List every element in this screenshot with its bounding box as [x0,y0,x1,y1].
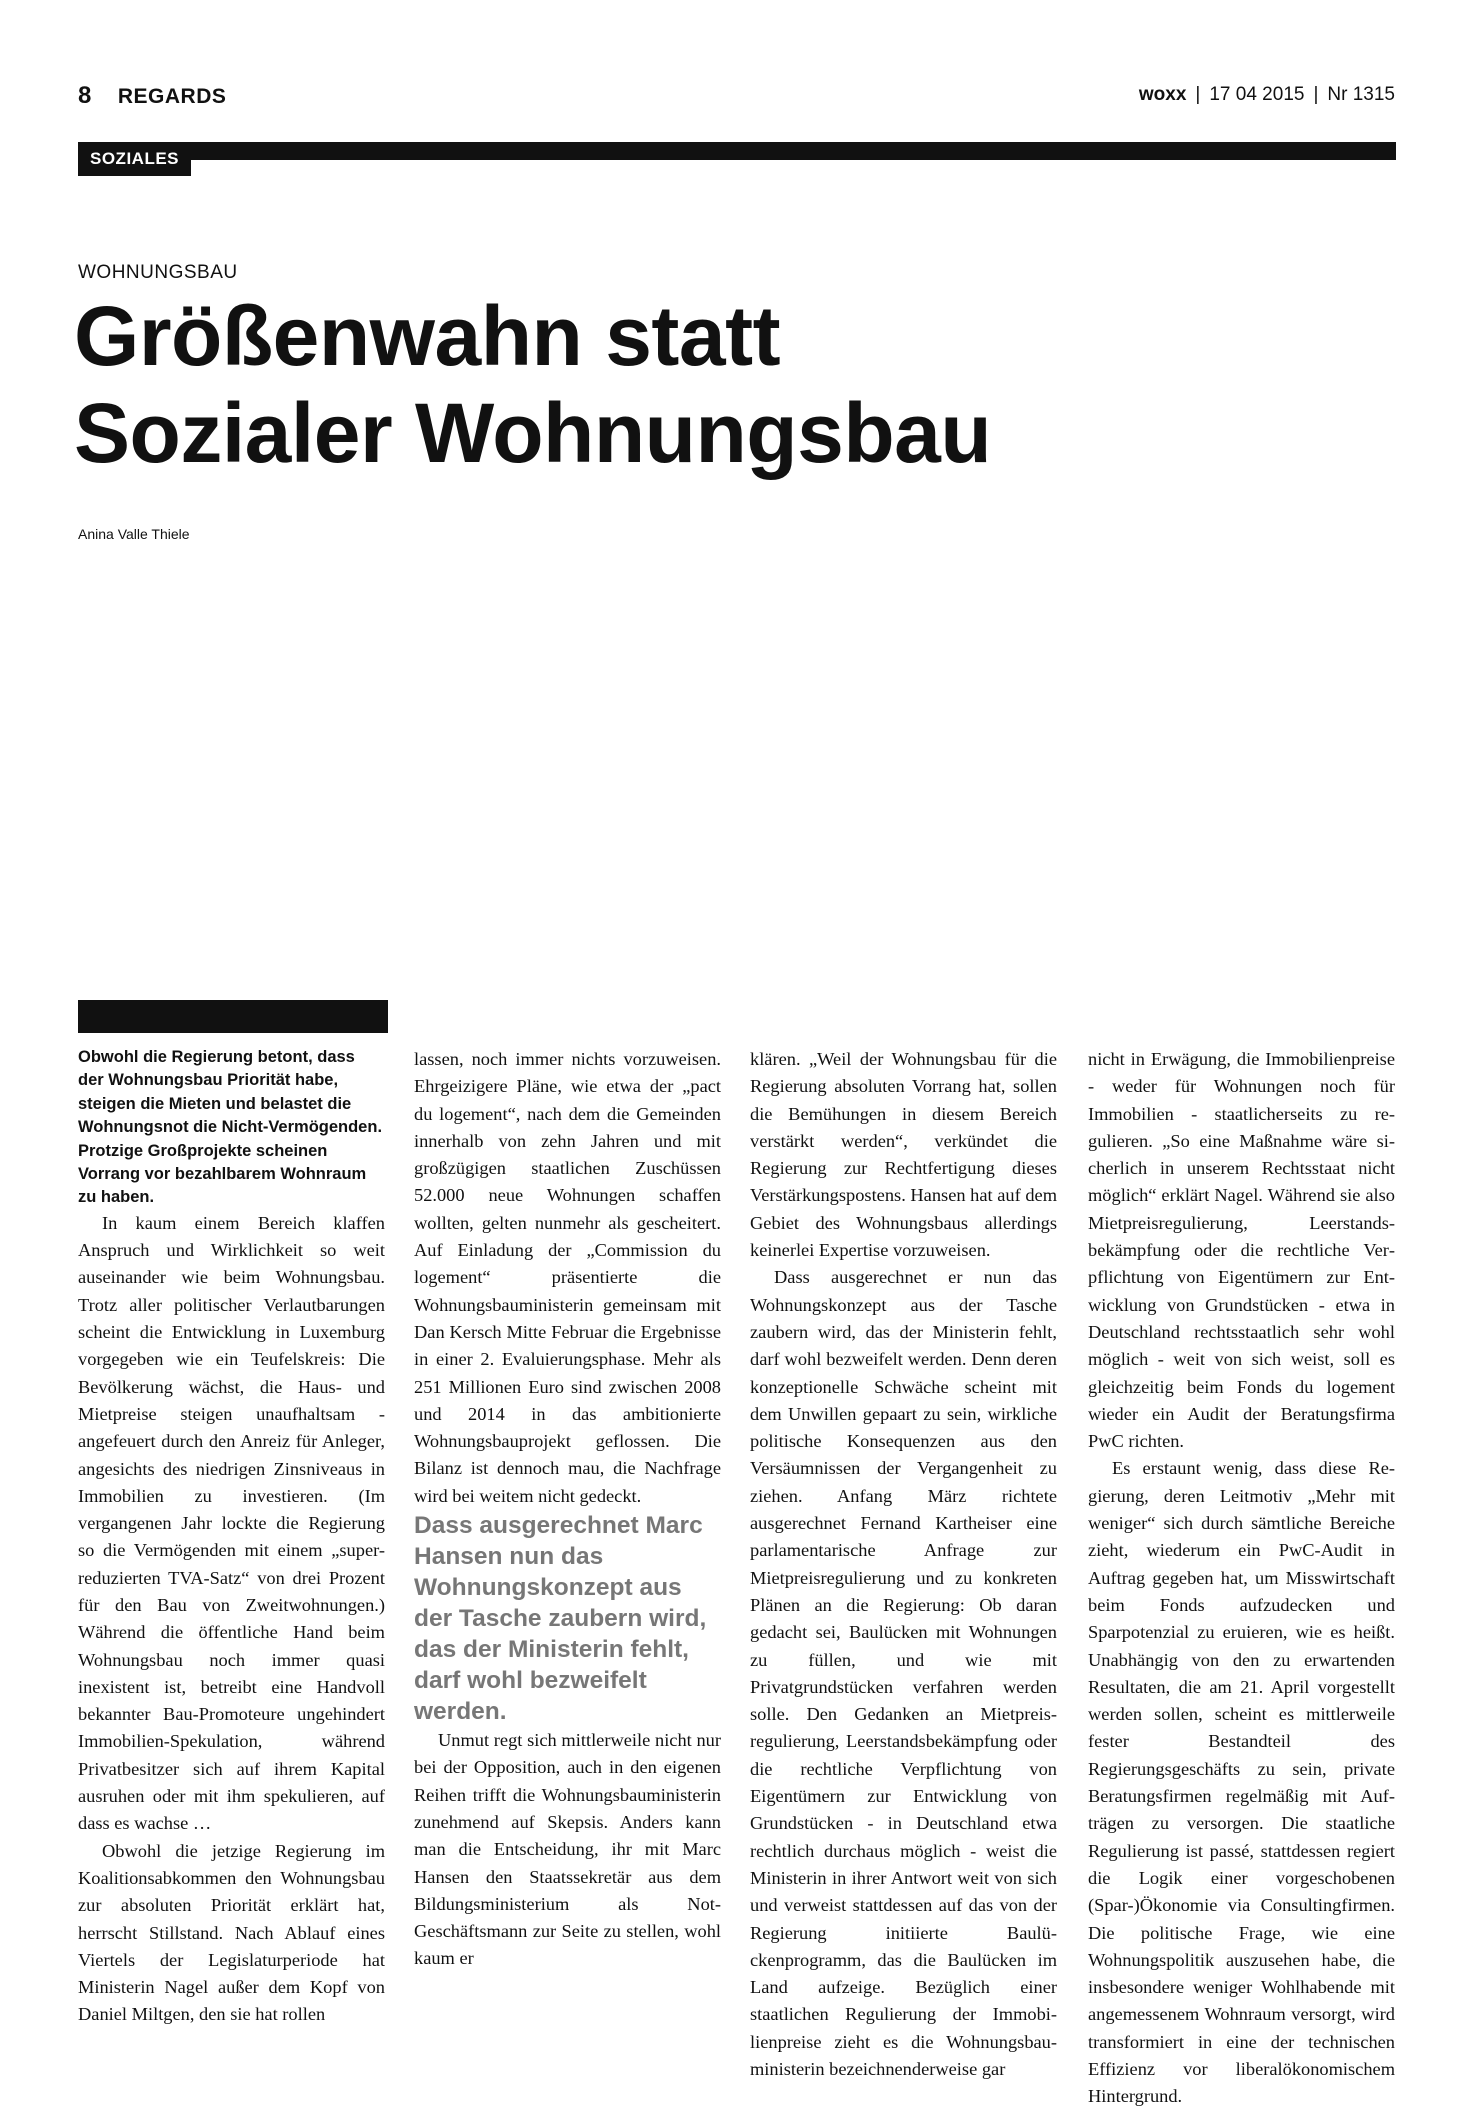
text-column-1 [78,1046,385,2029]
body-paragraph: Es erstaunt wenig, dass diese Regierung, deren Leitmotiv „Mehr mit weniger“ sich durch sämtliche Bereiche zieht, wiederum ein PwC-Audit in Auftrag gegeben hat, um Misswirtschaft beim Fonds aufzudecken und Sparpotenzial zu eruieren, wie es heißt. Unabhängig von den zu erwartenden Resultaten, die am 21. April vorgestellt werden sollen, scheint es mittlerweile fester Bestandteil des Regierungsgeschäfts zu sein, private Beratungsfirmen regelmäßig mit Aufträgen zu versorgen. Die staatliche Regulierung ist passé, stattdessen regiert die Logik einer vorgeschobenen (Spar-)Ökonomie via Consultingfirmen. Die politische Frage, wie eine Wohnungspolitik auszusehen habe, die insbesondere weniger Wohlhabende mit angemessenem Wohnraum versorgt, wird transformiert in eine der technischen Effizienz vor liberalökonomischem Hintergrund. [1088,1458,1395,2107]
header-separator: | [1313,84,1319,105]
text-column-2 [414,1046,721,1973]
kicker: WOHNUNGSBAU [78,262,238,283]
body-paragraph: Obwohl die jetzige Regierung im Koalitionsabkommen den Wohnungsbau zur absoluten Priorität erklärt hat, herrscht Stillstand. Nach Ablauf eines Viertels der Legislaturperiode hat Ministerin Nagel außer dem Kopf von Daniel Miltgen, den sie hat rollen [78,1840,385,2025]
text-column-3 [750,1046,1057,2083]
author-byline: Anina Valle Thiele [78,526,190,542]
header-rule [78,142,1396,160]
headline-line-1: Größenwahn statt [74,289,781,383]
rubric-tag: SOZIALES [78,142,191,176]
body-paragraph: nicht in Erwägung, die Immobilienpreise - weder für Wohnungen noch für Immobilien - staatlicherseits zu regulieren. „So eine Maßnahme wäre sicherlich in unserem Rechtsstaat nicht möglich“ erklärt Nagel. Während sie also Mietpreisregulierung, Leerstandsbekämpfung oder die rechtliche Verpflichtung von Eigentümern zur Entwicklung von Grundstücken - etwa in Deutschland rechtsstaatlich sehr wohl möglich - weit von sich weist, soll es gleichzeitig beim Fonds du logement wieder ein Audit der Beratungsfirma PwC richten. [1088,1049,1395,1452]
body-paragraph: lassen, noch immer nichts vorzuweisen. Ehrgeizigere Pläne, wie etwa der „pact du logement“, nach dem die Gemeinden innerhalb von zehn Jahren und mit großzügigen staatlichen Zuschüssen 52.000 neue Wohnungen schaffen wollten, gelten nunmehr als gescheitert. Auf Einladung der „Commission du logement“ präsentierte die Wohnungsbauministerin gemeinsam mit Dan Kersch Mitte Februar die Ergebnisse in einer 2. Evaluierungsphase. Mehr als 251 Millionen Euro sind zwischen 2008 und 2014 in das ambitionierte Wohnungsbauprojekt geflossen. Die Bilanz ist dennoch mau, die Nachfrage wird bei weitem nicht gedeckt. [414,1049,721,1506]
page-number: 8 [78,82,92,109]
headline-line-2: Sozialer Wohnungsbau [74,386,992,480]
lead-paragraph: Obwohl die Regierung betont, dass der Wohnungsbau Priorität habe, steigen die Mieten und belastet die Wohnungsnot die Nicht-Vermögenden. Protzige Großprojekte scheinen Vorrang vor bezahlbarem Wohnraum zu haben. [78,1048,383,1207]
lead-marker-bar [78,1000,388,1033]
issue-date: 17 04 2015 [1209,84,1305,105]
page-header-left [78,82,226,110]
page-header-right [1139,84,1395,106]
header-separator: | [1195,84,1201,105]
body-paragraph: klären. „Weil der Wohnungsbau für die Regierung absoluten Vorrang hat, sollen die Bemühungen in diesem Bereich verstärkt werden“, verkündet die Regierung zur Rechtfertigung dieses Verstärkungspostens. Hansen hat auf dem Gebiet des Wohnungsbaus allerdings keinerlei Expertise vorzuweisen. [750,1049,1057,1261]
body-paragraph: In kaum einem Bereich klaffen Anspruch und Wirklichkeit so weit auseinander wie beim Wohnungsbau. Trotz aller politischer Verlautbarungen scheint die Entwicklung in Luxemburg vorgegeben wie ein Teufelskreis: Die Bevölkerung wächst, die Haus- und Mietpreise steigen unaufhaltsam - angefeuert durch den Anreiz für Anleger, angesichts des niedrigen Zinsniveaus in Immobilien zu investieren. (Im vergangenen Jahr lockte die Regierung so die Vermögenden mit einem „super-reduzierten TVA-Satz“ von drei Prozent für den Bau von Zweitwohnungen.) Während die öffentliche Hand beim Wohnungsbau noch immer quasi inexistent ist, betreibt eine Handvoll bekannter Bau-Promoteure ungehindert Immobilien-Spekulation, während Privatbesitzer sich auf ihrem Kapital ausruhen oder mit ihm spekulieren, auf dass es wachse … [78,1212,385,1834]
section-name: REGARDS [117,85,227,108]
issue-number: Nr 1315 [1327,84,1395,105]
headline [74,288,1374,482]
pull-quote: Dass ausgerechnet Marc Hansen nun das Wohnungskonzept aus der Tasche zaubern wird, das der Ministerin fehlt, darf wohl bezweifelt werden. [414,1512,707,1726]
publication-name: woxx [1138,84,1187,105]
text-column-4 [1088,1046,1395,2111]
body-paragraph: Unmut regt sich mittlerweile nicht nur bei der Opposition, auch in den eigenen Reihen trifft die Wohnungsbauministerin zunehmend auf Skepsis. Anders kann man die Entscheidung, ihr mit Marc Hansen den Staatssekretär aus dem Bildungsministerium als Not-Geschäftsmann zur Seite zu stellen, wohl kaum er [414,1730,721,1969]
body-paragraph: Dass ausgerechnet er nun das Wohnungskonzept aus der Tasche zaubern wird, das der Ministerin fehlt, darf wohl bezweifelt werden. Denn deren konzeptionelle Schwäche scheint mit dem Unwillen gepaart zu sein, wirkliche politische Konsequenzen aus den Versäumnissen der Vergangenheit zu ziehen. Anfang März richtete ausgerechnet Fernand Kartheiser eine parlamentarische Anfrage zur Mietpreisregulierung und zu konkreten Plänen an die Regierung: Ob daran gedacht sei, Baulücken mit Wohnungen zu füllen, und wie mit Privatgrundstücken verfahren werden solle. Den Gedanken an Mietpreisregulierung, Leerstandsbekämpfung oder die rechtliche Verpflichtung von Eigentümern zur Entwicklung von Grundstücken - in Deutschland etwa rechtlich durchaus möglich - weist die Ministerin in ihrer Antwort weit von sich und verweist stattdessen auf das von der Regierung initiierte Baulückenprogramm, das die Baulücken im Land aufzeige. Bezüglich einer staatlichen Regulierung der Immobilienpreise zieht es die Wohnungsbauministerin bezeichnenderweise gar [750,1267,1057,2079]
